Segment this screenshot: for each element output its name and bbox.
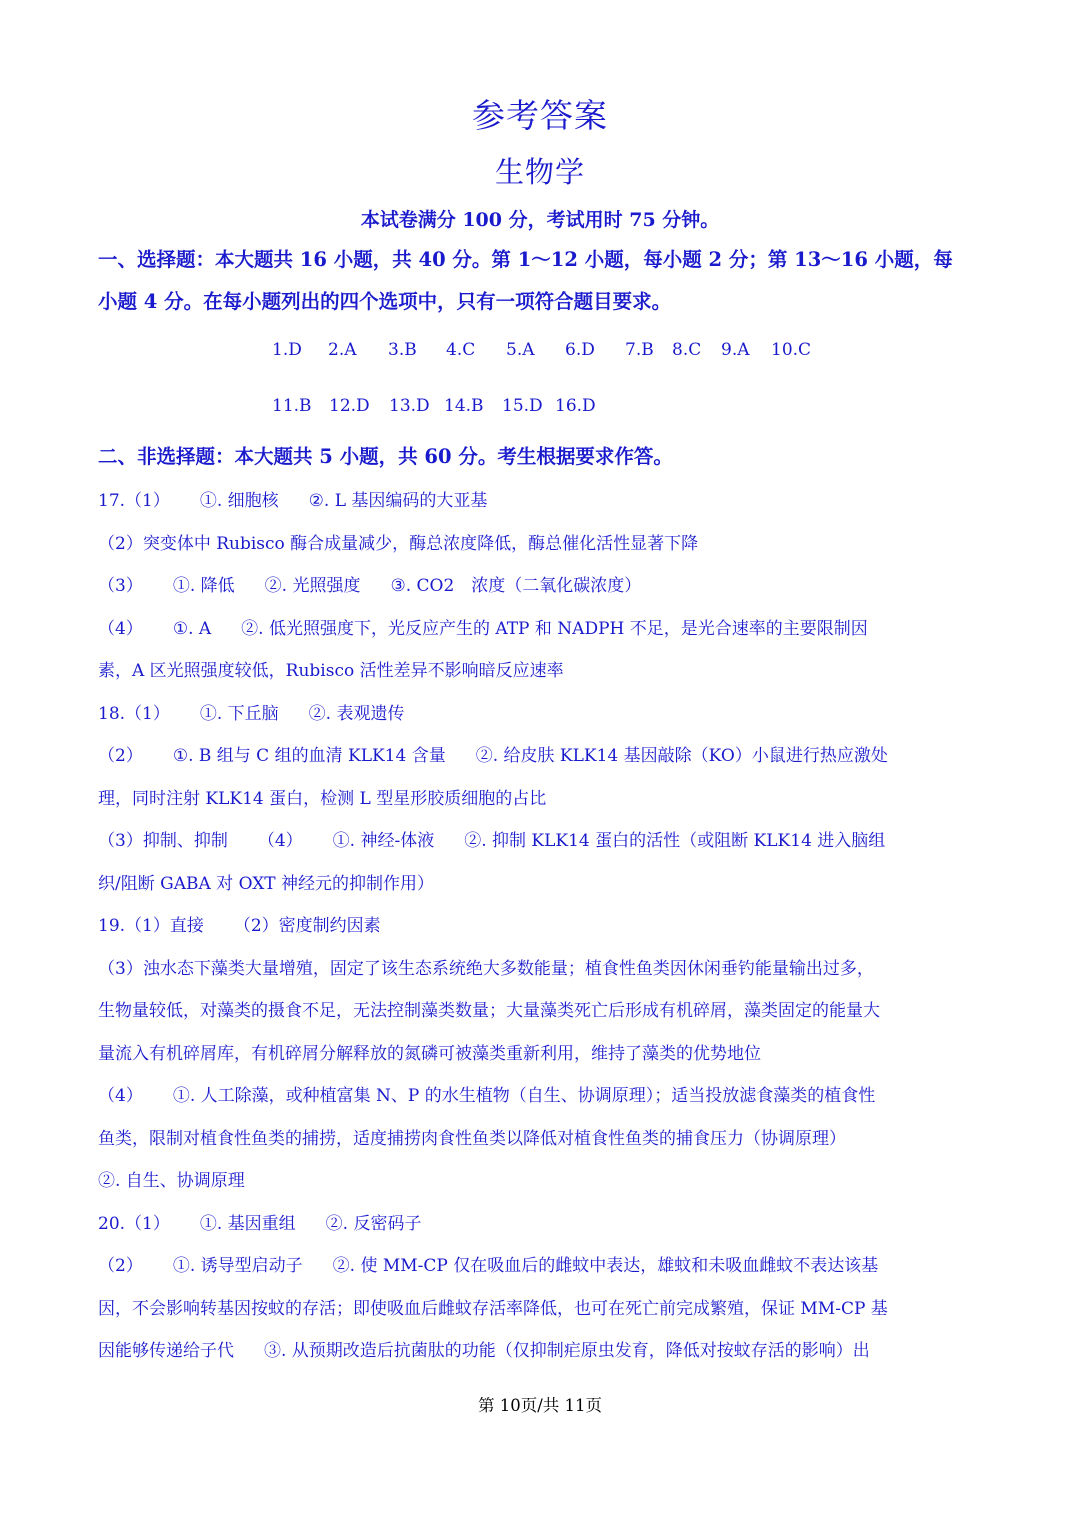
answer-segment: 因能够传递给子代 (98, 1341, 234, 1361)
answer-segment: 量流入有机碎屑库，有机碎屑分解释放的氮磷可被藻类重新利用，维持了藻类的优势地位 (98, 1043, 761, 1064)
answer-segment: （2）突变体中 Rubisco 酶合成量减少，酶总浓度降低，酶总催化活性显著下降 (98, 533, 699, 554)
answer-line (98, 1075, 988, 1118)
answer-segment: ①. 神经-体液 (332, 831, 435, 851)
choice-answer: 10.C (771, 340, 812, 360)
answer-line (98, 1160, 988, 1203)
subject-title: 生物学 (494, 155, 585, 189)
answer-segment: 17.（1） (98, 491, 170, 511)
answer-segment: ③. 从预期改造后抗菌肽的功能（仅抑制疟原虫发育，降低对按蚊存活的影响）出 (264, 1341, 870, 1361)
answer-line (98, 990, 988, 1033)
choice-answer: 13.D (389, 396, 430, 416)
answer-line (98, 608, 988, 651)
answers-row-2 (272, 396, 605, 420)
exam-note: 本试卷满分 100 分，考试用时 75 分钟。 (360, 209, 720, 231)
answer-line (98, 693, 988, 736)
answer-line (98, 863, 988, 906)
answer-line (98, 1033, 988, 1076)
answer-line (98, 905, 988, 948)
answer-segment: ②. 光照强度 (264, 576, 361, 596)
answer-segment: （4） (98, 618, 143, 639)
answer-segment: ②. 给皮肤 KLK14 基因敲除（KO）小鼠进行热应激处 (475, 746, 888, 766)
answer-line (98, 1330, 988, 1373)
section2-heading: 二、非选择题：本大题共 5 小题，共 60 分。考生根据要求作答。 (98, 445, 673, 468)
answer-line (98, 820, 988, 863)
answer-segment: ①. 细胞核 (199, 491, 279, 511)
answer-segment: 生物量较低，对藻类的摄食不足，无法控制藻类数量；大量藻类死亡后形成有机碎屑，藻类固定的能量大 (98, 1001, 880, 1021)
answer-segment: ①. 人工除藻，或种植富集 N、P 的水生植物（自生、协调原理）；适当投放滤食藻类的植食性 (172, 1086, 876, 1106)
choice-answer: 15.D (502, 396, 543, 416)
answer-line (98, 948, 988, 991)
choice-answer: 8.C (672, 340, 702, 360)
answer-line (98, 1118, 988, 1161)
answer-segment: 织/阻断 GABA 对 OXT 神经元的抑制作用） (98, 873, 435, 894)
answer-line (98, 565, 988, 608)
answer-segment: （3）浊水态下藻类大量增殖，固定了该生态系统绝大多数能量；植食性鱼类因休闲垂钓能量输出过多， (98, 958, 874, 979)
answer-segment: ②. 抑制 KLK14 蛋白的活性（或阻断 KLK14 进入脑组 (464, 831, 886, 851)
answer-segment: （2） (98, 746, 143, 766)
choice-answer: 16.D (555, 396, 596, 416)
section1-heading-line2: 小题 4 分。在每小题列出的四个选项中，只有一项符合题目要求。 (98, 290, 672, 313)
answer-segment: ①. A (172, 618, 212, 639)
answer-segment: （3）抑制、抑制 (98, 831, 228, 851)
section1-heading-line1: 一、选择题：本大题共 16 小题，共 40 分。第 1～12 小题，每小题 2 分；第 13～16 小题，每 (98, 248, 953, 271)
answer-segment: ②. 表观遗传 (308, 703, 405, 724)
answer-segment: ①. 基因重组 (199, 1213, 296, 1234)
answer-segment: ②. L 基因编码的大亚基 (308, 491, 488, 511)
choice-answer: 9.A (721, 340, 750, 360)
page-title: 参考答案 (472, 96, 608, 135)
choice-answer: 14.B (444, 396, 484, 416)
answer-segment: （3） (98, 576, 143, 596)
choice-answer: 7.B (625, 340, 654, 360)
answer-line (98, 778, 988, 821)
answers-row-1 (272, 340, 821, 364)
answer-line (98, 523, 988, 566)
choice-answer: 12.D (329, 396, 370, 416)
answer-line (98, 480, 988, 523)
answer-segment: 20.（1） (98, 1213, 170, 1234)
page-number: 第 10页/共 11页 (477, 1396, 603, 1415)
answer-segment: ②. 自生、协调原理 (98, 1171, 245, 1191)
answer-line (98, 735, 988, 778)
answer-segment: 理，同时注射 KLK14 蛋白，检测 L 型星形胶质细胞的占比 (98, 788, 547, 809)
choice-answer: 5.A (506, 340, 535, 360)
choice-answer: 1.D (272, 340, 302, 360)
choice-answer: 11.B (272, 396, 312, 416)
answer-lines (98, 480, 988, 1373)
answer-segment: 18.（1） (98, 703, 170, 724)
answer-segment: （4） (98, 1086, 143, 1106)
answer-segment: 19.（1）直接 (98, 916, 204, 936)
answer-segment: ①. 降低 (172, 576, 235, 596)
answer-segment: 因，不会影响转基因按蚊的存活；即使吸血后雌蚊存活率降低，也可在死亡前完成繁殖，保证 MM-CP 基 (98, 1298, 888, 1319)
choice-answer: 4.C (446, 340, 476, 360)
answer-segment: ①. 下丘脑 (199, 703, 279, 724)
answer-segment: ②. 使 MM-CP 仅在吸血后的雌蚊中表达，雄蚊和未吸血雌蚊不表达该基 (332, 1256, 879, 1276)
answer-segment: ①. 诱导型启动子 (172, 1256, 303, 1276)
answer-segment: ③. CO2 浓度（二氧化碳浓度） (390, 576, 642, 596)
answer-segment: ①. B 组与 C 组的血清 KLK14 含量 (172, 746, 446, 766)
answer-segment: （4） (257, 831, 303, 851)
answer-line (98, 650, 988, 693)
answer-line (98, 1245, 988, 1288)
choice-answer: 6.D (565, 340, 595, 360)
answer-segment: （2） (98, 1256, 143, 1276)
choice-answer: 2.A (328, 340, 357, 360)
answer-segment: （2）密度制约因素 (233, 916, 381, 936)
choice-answer: 3.B (388, 340, 417, 360)
answer-segment: 鱼类，限制对植食性鱼类的捕捞，适度捕捞肉食性鱼类以降低对植食性鱼类的捕食压力（协调原理） (98, 1128, 846, 1149)
answer-segment: ②. 反密码子 (325, 1213, 422, 1234)
answer-line (98, 1203, 988, 1246)
answer-segment: 素，A 区光照强度较低，Rubisco 活性差异不影响暗反应速率 (98, 661, 564, 681)
answer-line (98, 1288, 988, 1331)
answer-segment: ②. 低光照强度下，光反应产生的 ATP 和 NADPH 不足，是光合速率的主要限制因 (241, 618, 868, 639)
